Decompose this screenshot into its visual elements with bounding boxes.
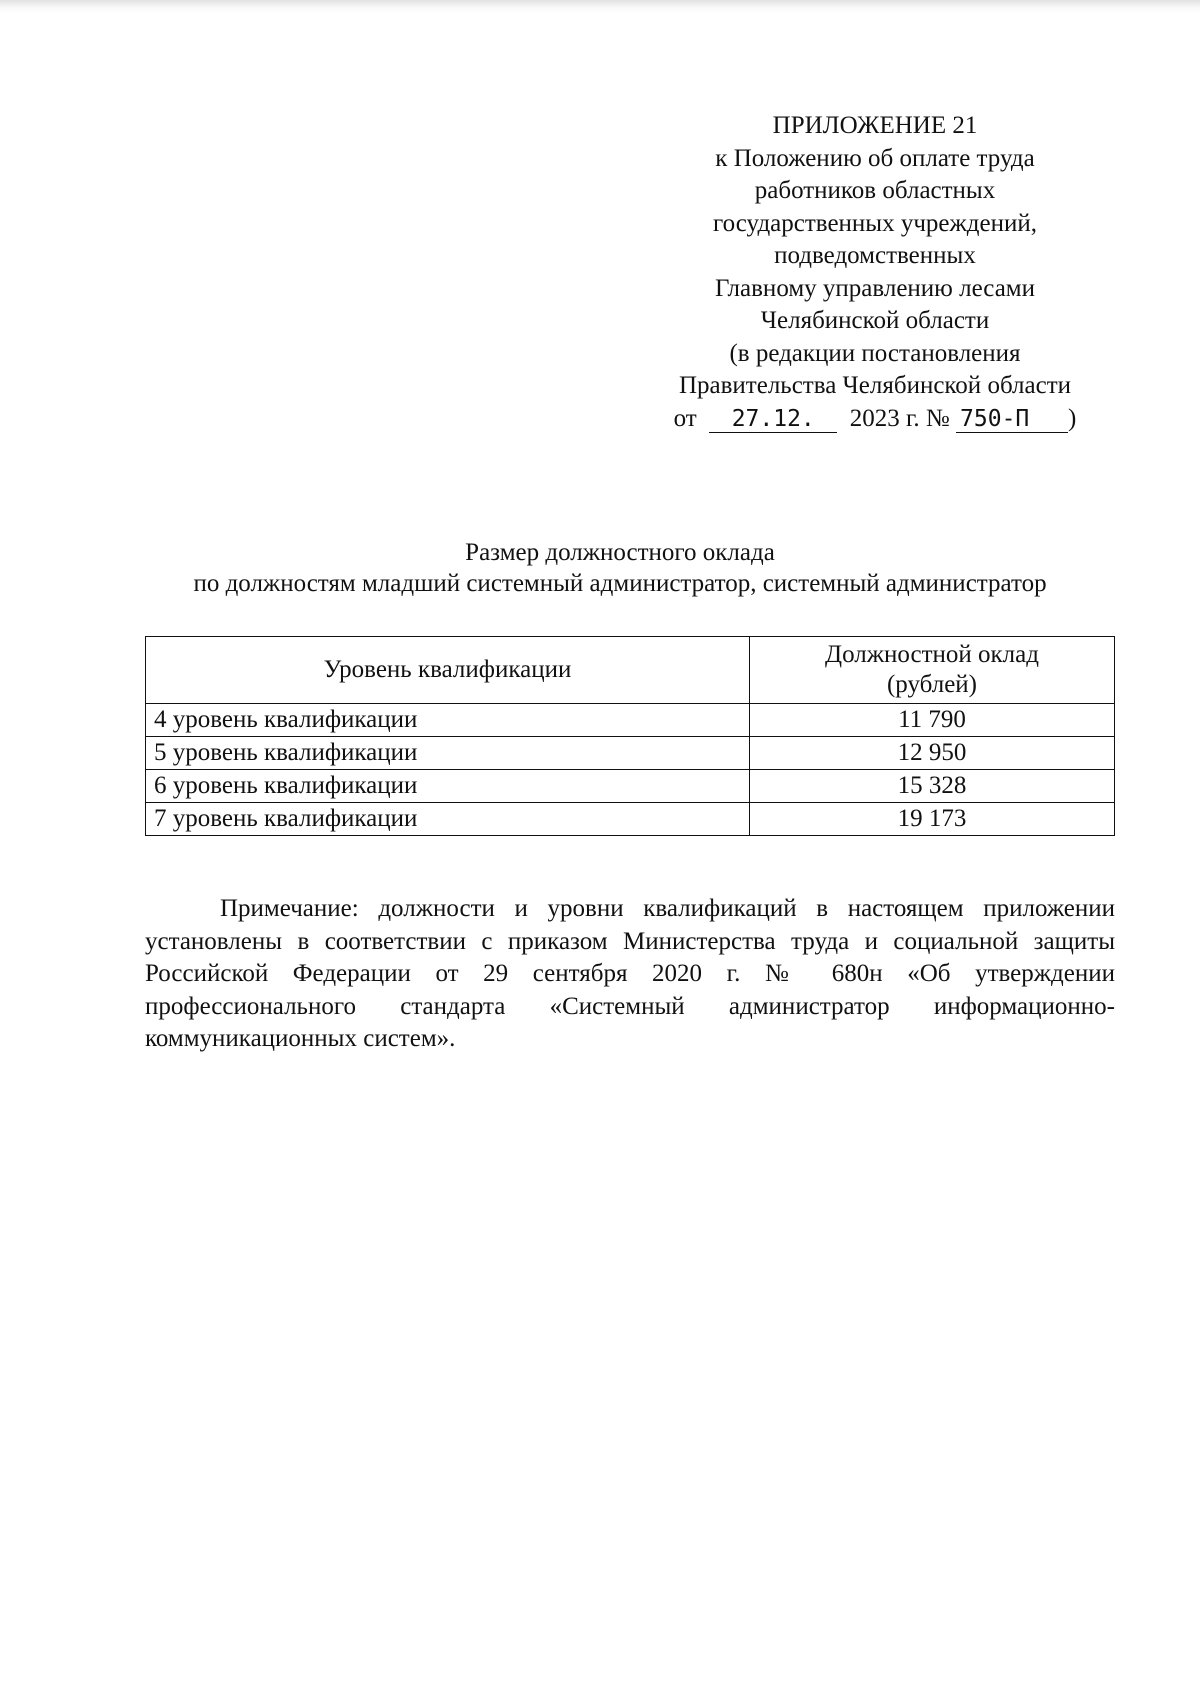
- resolution-date-line: [655, 403, 1095, 436]
- appendix-title: ПРИЛОЖЕНИЕ 21: [772, 112, 978, 139]
- table-header-row: [146, 637, 1115, 704]
- date-prefix: от: [673, 404, 697, 432]
- heading-line-1: Размер должностного оклада: [465, 539, 775, 566]
- resolution-date-field: 27.12.: [709, 406, 837, 433]
- table-row: [146, 704, 1115, 737]
- header-qualification-level: Уровень квалификации: [146, 637, 750, 704]
- table-row: [146, 770, 1115, 803]
- year-text: 2023 г. №: [849, 404, 950, 432]
- salary-table: [145, 636, 1115, 836]
- qualification-level-cell: 7 уровень квалификации: [146, 803, 750, 836]
- table-row: [146, 737, 1115, 770]
- heading-line-2: по должностям младший системный администратор, системный администратор: [193, 570, 1047, 597]
- salary-cell: 12 950: [750, 737, 1115, 770]
- appendix-line: Челябинской области: [760, 307, 990, 334]
- salary-cell: 15 328: [750, 770, 1115, 803]
- closing-paren: ): [1068, 404, 1077, 432]
- appendix-line: к Положению об оплате труда: [715, 144, 1035, 172]
- salary-cell: 11 790: [750, 704, 1115, 737]
- qualification-level-cell: 5 уровень квалификации: [146, 737, 750, 770]
- appendix-line: Правительства Челябинской области: [678, 372, 1072, 399]
- salary-cell: 19 173: [750, 803, 1115, 836]
- appendix-line: Главному управлению лесами: [714, 274, 1036, 302]
- header-salary-line-2: (рублей): [886, 671, 978, 698]
- appendix-line: подведомственных: [774, 242, 976, 269]
- header-salary: [750, 637, 1115, 704]
- qualification-level-cell: 6 уровень квалификации: [146, 770, 750, 803]
- appendix-block: [655, 110, 1095, 435]
- table-row: [146, 803, 1115, 836]
- scan-edge-artifact: [0, 0, 1200, 14]
- header-salary-line-1: Должностной оклад: [825, 641, 1039, 668]
- qualification-level-cell: 4 уровень квалификации: [146, 704, 750, 737]
- appendix-line: работников областных: [754, 177, 996, 204]
- resolution-number-field: 750-П: [956, 406, 1068, 433]
- document-heading: [140, 537, 1100, 599]
- note-paragraph: Примечание: должности и уровни квалификаций в настоящем приложении установлены в соответствии с приказом Министерства труда и социальной защиты Российской Федерации от 29 сентября 2020 г. № 680н «Об утверждении профессионального стандарта «Системный администратор информационно-коммуникационных систем».: [145, 895, 1115, 1052]
- appendix-line: (в редакции постановления: [729, 339, 1021, 367]
- appendix-line: государственных учреждений,: [713, 209, 1037, 237]
